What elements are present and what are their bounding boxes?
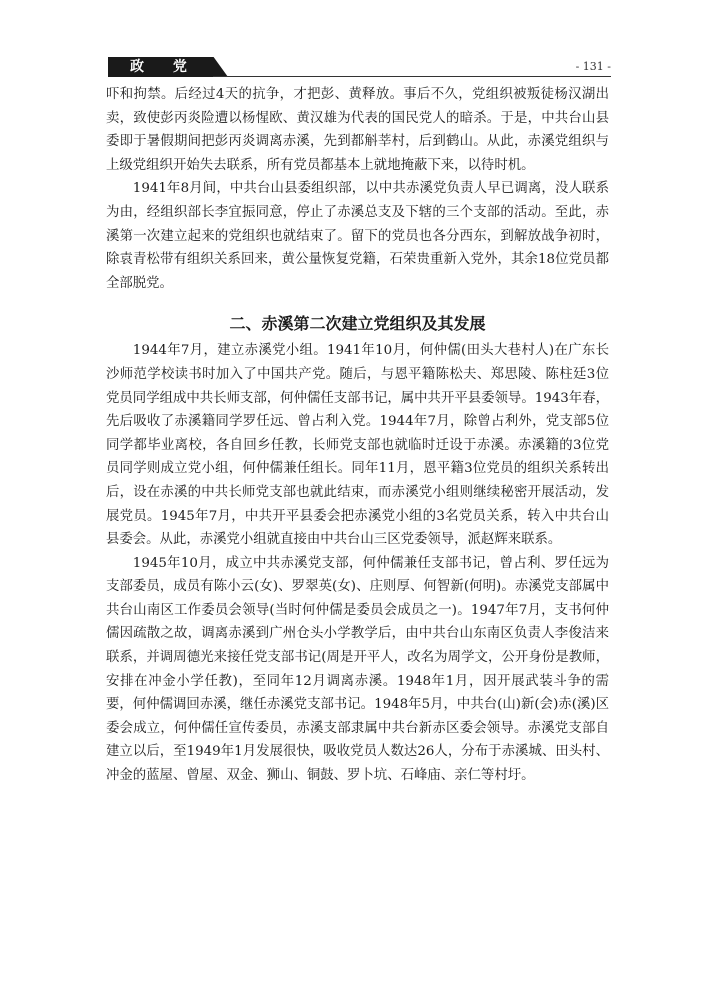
section-label: 政 党 xyxy=(130,59,199,75)
page-number: - 131 - xyxy=(575,60,611,73)
paragraph-1944: 1944年7月，建立赤溪党小组。1941年10月，何仲儒(田头大巷村人)在广东长沙师范学校读书时加入了中国共产党。随后，与恩平籍陈松夫、郑思陵、陈柱廷3位党员同学组成中共长师支部，何仲儒任支部书记，属中共开平县委领导。1943年春，先后吸收了赤溪籍同学罗任远、曾占利入党。1944年7月，除曾占利外，党支部5位同学都毕业离校，各自回乡任教，长师党支部也就临时迁设于赤溪。赤溪籍的3位党员同学则成立党小组，何仲儒兼任组长。同年11月，恩平籍3位党员的组织关系转出后，设在赤溪的中共长师党支部也就此结束，而赤溪党小组则继续秘密开展活动，发展党员。1945年7月，中共开平县委会把赤溪党小组的3名党员关系，转入中共台山县委会。从此，赤溪党小组就直接由中共台山三区党委领导，派赵辉来联系。 xyxy=(106,343,609,548)
section-title: 二、赤溪第二次建立党组织及其发展 xyxy=(229,314,486,334)
body-text xyxy=(106,83,609,788)
paragraph-continued: 吓和拘禁。后经过4天的抗争，才把彭、黄释放。事后不久，党组织被叛徒杨汉湖出卖，致使彭丙炎险遭以杨惺欧、黄汉雄为代表的国民党人的暗杀。于是，中共台山县委即于暑假期间把彭丙炎调离赤溪，先到都斛莘村，后到鹤山。从此，赤溪党组织与上级党组织开始失去联系，所有党员都基本上就地掩蔽下来，以待时机。 xyxy=(106,87,609,173)
page-header xyxy=(108,57,611,81)
paragraph-1945: 1945年10月，成立中共赤溪党支部，何仲儒兼任支部书记，曾占利、罗任远为支部委员，成员有陈小云(女)、罗翠英(女)、庄则厚、何智新(何明)。赤溪党支部属中共台山南区工作委员会领导(当时何仲儒是委员会成员之一)。1947年7月，支书何仲儒因疏散之故，调离赤溪到广州仓头小学教学后，由中共台山东南区负责人李俊洁来联系，并调周德光来接任党支部书记(周是开平人，改名为周学文，公开身份是教师，安排在冲金小学任教)，至同年12月调离赤溪。1948年1月，因开展武装斗争的需要，何仲儒调回赤溪，继任赤溪党支部书记。1948年5月，中共台(山)新(会)赤(溪)区委会成立，何仲儒任宣传委员，赤溪支部隶属中共台新赤区委会领导。赤溪党支部自建立以后，至1949年1月发展很快，吸收党员人数达26人，分布于赤溪城、田头村、冲金的蓝屋、曾屋、双金、狮山、铜鼓、罗卜坑、石峰庙、亲仁等村圩。 xyxy=(106,555,609,784)
header-rule xyxy=(213,76,611,77)
paragraph-1941: 1941年8月间，中共台山县委组织部，以中共赤溪党负责人早已调离，没人联系为由，经组织部长李宜振同意，停止了赤溪总支及下辖的三个支部的活动。至此，赤溪第一次建立起来的党组织也就结束了。留下的党员也各分西东，到解放战争初时，除袁青松带有组织关系回来，黄公量恢复党籍，石荣贵重新入党外，其余18位党员都全部脱党。 xyxy=(106,181,609,291)
